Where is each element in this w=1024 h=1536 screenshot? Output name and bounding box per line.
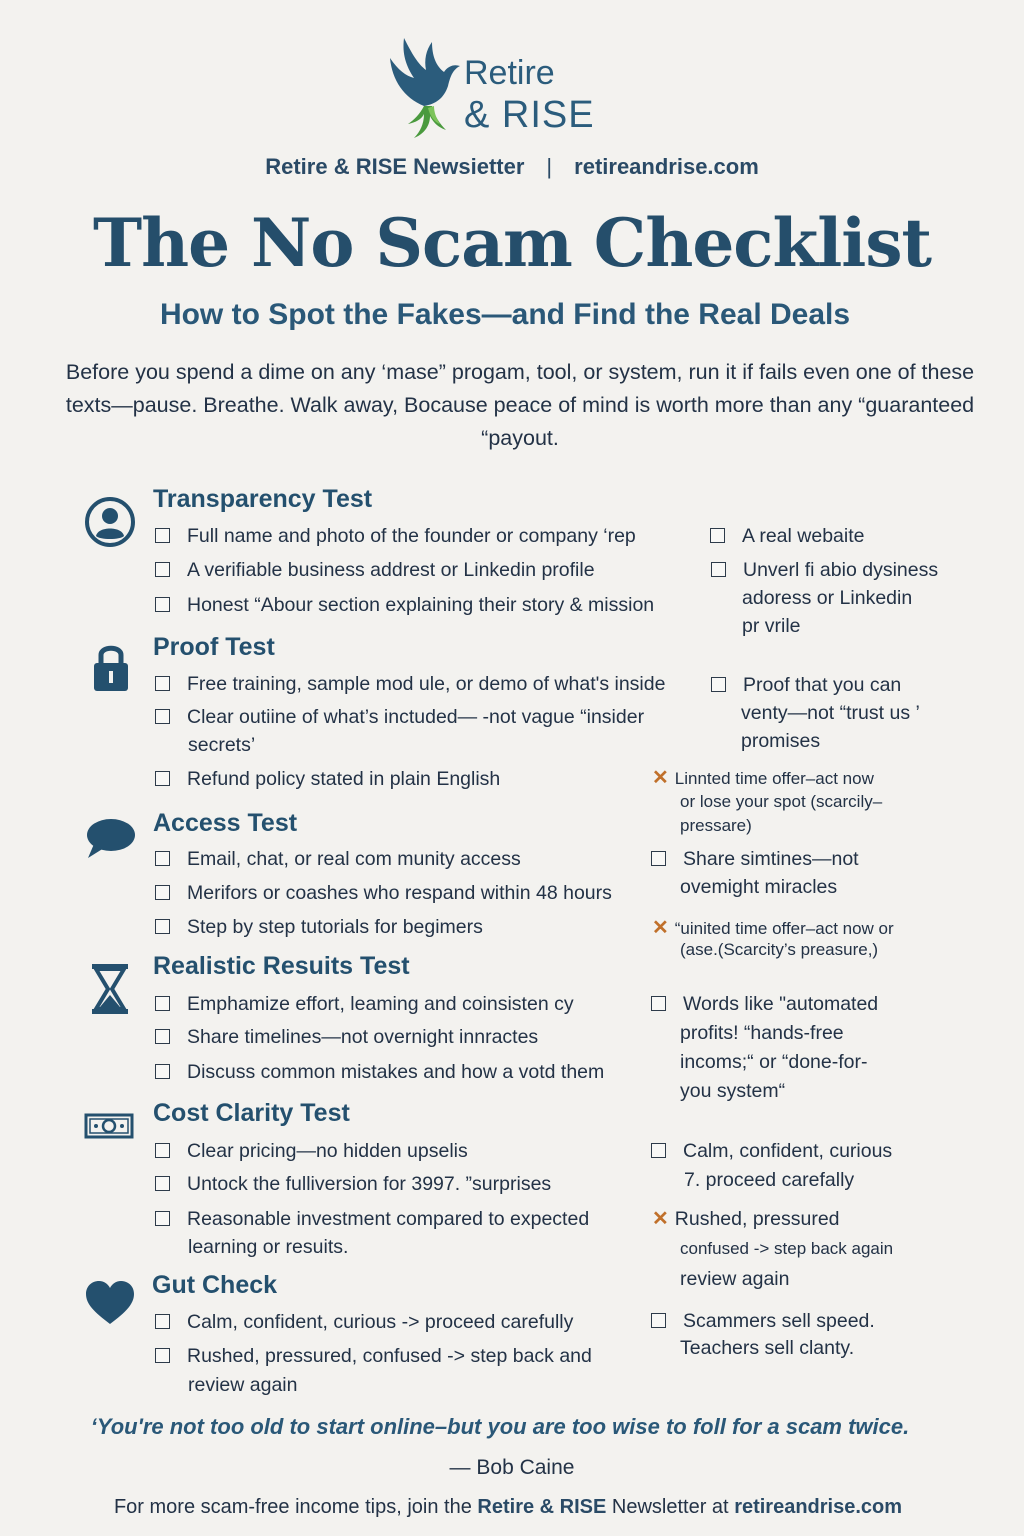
- checklist-item[interactable]: Full name and photo of the founder or company ‘rep: [155, 522, 636, 550]
- checkbox[interactable]: [155, 709, 170, 724]
- side-checklist-item[interactable]: A real webaite: [710, 522, 865, 550]
- section-title-realistic-results: Realistic Resuits Test: [153, 952, 410, 980]
- warning-item: ✕ Linnted time offer–act now: [652, 767, 874, 789]
- x-mark-icon: ✕: [652, 767, 669, 789]
- checklist-item[interactable]: Untock the fulliversion for 3997. ”surprises: [155, 1170, 551, 1198]
- checklist-item[interactable]: Merifors or coashes who respand within 48 hours: [155, 879, 612, 907]
- heart-icon: [84, 1280, 136, 1326]
- checkbox[interactable]: [155, 885, 170, 900]
- checkbox[interactable]: [155, 1314, 170, 1329]
- side-item-continued: Teachers sell clanty.: [680, 1337, 855, 1359]
- checkbox[interactable]: [155, 562, 170, 577]
- newsletter-name: Retire & RISE Newsietter: [265, 154, 525, 179]
- footer-cta-mid: Newsletter at: [611, 1496, 729, 1518]
- page-subtitle: How to Spot the Fakes—and Find the Real Deals: [159, 298, 851, 331]
- checklist-item-continued: secrets’: [188, 734, 256, 756]
- side-item-continued: you system“: [680, 1080, 786, 1102]
- checkbox[interactable]: [155, 1143, 170, 1158]
- checkbox[interactable]: [651, 996, 666, 1011]
- x-mark-icon: ✕: [652, 917, 669, 939]
- website-link[interactable]: retireandrise.com: [574, 154, 759, 179]
- separator: |: [546, 154, 553, 179]
- section-title-cost-clarity: Cost Clarity Test: [153, 1099, 350, 1127]
- checkbox[interactable]: [155, 996, 170, 1011]
- checklist-item[interactable]: Free training, sample mod ule, or demo of what's inside: [155, 670, 665, 698]
- checkbox[interactable]: [651, 1143, 666, 1158]
- checkbox[interactable]: [155, 771, 170, 786]
- side-item-continued: adoress or Linkedin: [742, 587, 913, 609]
- checkbox[interactable]: [155, 1348, 170, 1363]
- section-title-proof: Proof Test: [153, 633, 275, 661]
- checkbox[interactable]: [155, 919, 170, 934]
- warning-item-continued: (ase.(Scarcity’s preasure,): [680, 940, 879, 959]
- checklist-item-continued: review again: [188, 1374, 298, 1396]
- checkbox[interactable]: [155, 597, 170, 612]
- page-title: The No Scam Checklist: [92, 204, 932, 282]
- footer-website-link[interactable]: retireandrise.com: [734, 1496, 903, 1518]
- checkbox[interactable]: [155, 1176, 170, 1191]
- warning-item-continued: confused -> step back again: [680, 1239, 894, 1258]
- checklist-item[interactable]: Clear outiine of what’s inctuded— -not vague “insider: [155, 703, 644, 731]
- checkbox[interactable]: [710, 528, 725, 543]
- intro-paragraph: Before you spend a dime on any ‘mase” progam, tool, or system, run it if fails even one of these texts—pause. Breathe. Walk away, Bocause peace of mind is worth more than any “guaranteed “payout.: [65, 360, 975, 450]
- side-item-continued: incoms;“ or “done-for-: [680, 1051, 868, 1073]
- checklist-item[interactable]: Honest “Abour section explaining their story & mission: [155, 591, 654, 619]
- warning-item: ✕ Rushed, pressured: [652, 1208, 840, 1230]
- side-checklist-item[interactable]: Words like "automated: [651, 990, 878, 1018]
- checklist-item[interactable]: A verifiable business addrest or Linkedin profile: [155, 556, 595, 584]
- checklist-item[interactable]: Calm, confident, curious -> proceed carefully: [155, 1308, 573, 1336]
- quote-author: — Bob Caine: [449, 1456, 575, 1479]
- checkbox[interactable]: [155, 1029, 170, 1044]
- checkbox[interactable]: [155, 851, 170, 866]
- logo-text-line1: Retire: [464, 54, 555, 92]
- warning-item: ✕ “uinited time offer–act now or: [652, 917, 894, 939]
- lock-icon: [92, 641, 130, 693]
- side-checklist-item[interactable]: Share simtines—not: [651, 845, 859, 873]
- hourglass-icon: [90, 962, 130, 1016]
- money-bill-icon: [84, 1113, 134, 1139]
- section-title-gut-check: Gut Check: [152, 1271, 278, 1299]
- footer-cta: [0, 1496, 1016, 1519]
- checklist-item[interactable]: Discuss common mistakes and how a votd them: [155, 1058, 604, 1086]
- checklist-item-continued: learning or resuits.: [188, 1236, 349, 1258]
- logo: [384, 36, 644, 140]
- side-checklist-item[interactable]: Proof that you can: [711, 671, 901, 699]
- warning-item-continued: review again: [680, 1268, 790, 1290]
- section-title-access: Access Test: [153, 809, 298, 837]
- checklist-item[interactable]: Reasonable investment compared to expected: [155, 1205, 589, 1233]
- side-item-continued: 7. proceed carefally: [684, 1169, 855, 1191]
- side-item-continued: profits! “hands-free: [680, 1022, 844, 1044]
- checkbox[interactable]: [155, 676, 170, 691]
- checkbox[interactable]: [651, 1313, 666, 1328]
- checklist-item[interactable]: Share timelines—not overnight innractes: [155, 1023, 538, 1051]
- newsletter-line: [0, 154, 1024, 180]
- checklist-item[interactable]: Step by step tutorials for begimers: [155, 913, 483, 941]
- checkbox[interactable]: [155, 1211, 170, 1226]
- section-title-transparency: Transparency Test: [153, 485, 373, 513]
- person-icon: [84, 496, 136, 548]
- side-item-continued: venty—not “trust us ’: [741, 702, 920, 724]
- checklist-item[interactable]: Clear pricing—no hidden upselis: [155, 1137, 468, 1165]
- warning-item-continued: pressare): [680, 816, 752, 835]
- side-checklist-item[interactable]: Calm, confident, curious: [651, 1137, 892, 1165]
- checklist-item[interactable]: Email, chat, or real com munity access: [155, 845, 521, 873]
- phoenix-icon: [384, 36, 462, 140]
- side-item-continued: ovemight miracles: [680, 876, 838, 898]
- footer-brand: Retire & RISE: [477, 1496, 607, 1518]
- footer-cta-prefix: For more scam-free income tips, join the: [113, 1496, 472, 1518]
- checkbox[interactable]: [711, 562, 726, 577]
- side-checklist-item[interactable]: Scammers sell speed.: [651, 1307, 875, 1335]
- checklist-item[interactable]: Rushed, pressured, confused -> step back and: [155, 1342, 592, 1370]
- checkbox[interactable]: [155, 528, 170, 543]
- side-checklist-item[interactable]: Unverl fi abio dysiness: [711, 556, 938, 584]
- checklist-item[interactable]: Refund policy stated in plain English: [155, 765, 500, 793]
- checkbox[interactable]: [711, 677, 726, 692]
- side-item-continued: promises: [741, 730, 821, 752]
- logo-text-line2: & RISE: [464, 94, 595, 136]
- warning-item-continued: or lose your spot (scarcily–: [680, 792, 883, 811]
- checkbox[interactable]: [651, 851, 666, 866]
- side-item-continued: pr vrile: [742, 615, 801, 637]
- closing-quote: ‘You're not too old to start online–but you are too wise to foll for a scam twice.: [90, 1414, 910, 1439]
- checklist-item[interactable]: Emphamize effort, leaming and coinsisten cy: [155, 990, 574, 1018]
- checkbox[interactable]: [155, 1064, 170, 1079]
- chat-bubble-icon: [84, 816, 136, 860]
- x-mark-icon: ✕: [652, 1208, 669, 1230]
